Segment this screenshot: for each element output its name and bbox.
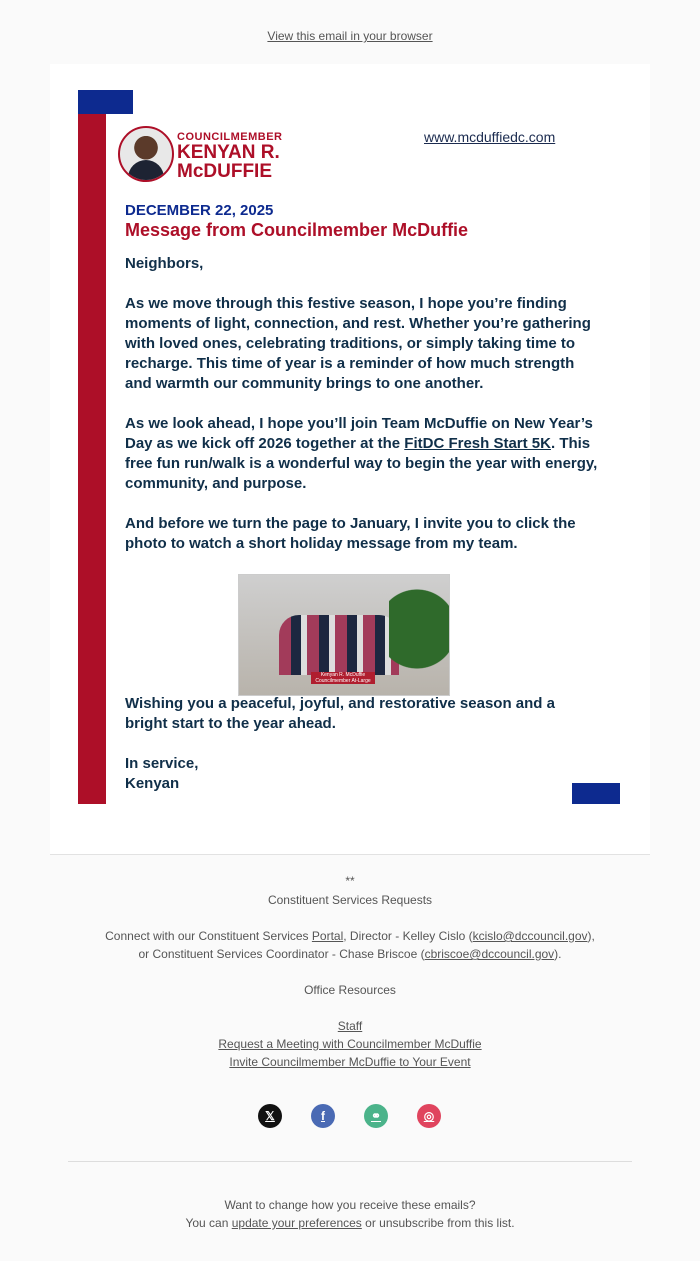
link-icon[interactable]: ⚭ (364, 1104, 388, 1128)
paragraph-2 (125, 414, 600, 494)
fitdc-link[interactable]: FitDC Fresh Start 5K (404, 435, 551, 452)
prefs-text-b: or unsubscribe from this list. (361, 1216, 515, 1230)
logo-name-line2: McDUFFIE (177, 161, 272, 182)
paragraph-4: Wishing you a peaceful, joyful, and restorative season and a bright start to the year ahead. (125, 695, 555, 732)
services-text-d: or Constituent Services Coordinator - Chase Briscoe ( (138, 947, 425, 961)
message-date: DECEMBER 22, 2025 (125, 202, 274, 219)
services-text-c: ), (587, 929, 595, 943)
resources-heading: Office Resources (304, 983, 396, 997)
message-closing (125, 694, 600, 794)
update-preferences-link[interactable]: update your preferences (231, 1216, 362, 1230)
services-text-e: ). (554, 947, 562, 961)
services-heading: Constituent Services Requests (267, 893, 433, 907)
request-meeting-link[interactable]: Request a Meeting with Councilmember McDuffie (218, 1037, 482, 1051)
photo-caption-name: Kenyan R. McDuffie (320, 672, 366, 678)
signature: Kenyan (125, 775, 180, 792)
services-text-b: , Director - Kelley Cislo ( (343, 929, 473, 943)
card-bottom-border (50, 854, 650, 855)
services-text-a: Connect with our Constituent Services (105, 929, 312, 943)
invite-event-link[interactable]: Invite Councilmember McDuffie to Your Event (229, 1055, 471, 1069)
x-icon[interactable]: 𝕏 (258, 1104, 282, 1128)
email-card (50, 64, 650, 854)
closing: In service, (125, 755, 199, 772)
message-title: Message from Councilmember McDuffie (125, 220, 469, 240)
view-in-browser-link[interactable]: View this email in your browser (267, 29, 433, 43)
email-kcislo-link[interactable]: kcislo@dccouncil.gov (472, 929, 588, 943)
footer-divider (68, 1161, 632, 1162)
prefs-text-a: You can (185, 1216, 232, 1230)
staff-link[interactable]: Staff (337, 1019, 363, 1033)
tree-decor (389, 585, 450, 695)
greeting: Neighbors, (125, 255, 204, 272)
footer-stars: ** (345, 874, 355, 888)
portal-link[interactable]: Portal (311, 929, 344, 943)
photo-caption-sub: Councilmember At-Large (315, 678, 371, 684)
prefs-line-2 (0, 1214, 700, 1232)
services-line-1 (0, 927, 700, 945)
message-body (125, 254, 600, 574)
holiday-video-thumbnail[interactable] (238, 574, 450, 696)
avatar (118, 126, 174, 182)
logo-name (177, 143, 280, 181)
resources-links (0, 1017, 700, 1071)
prefs-line-1: Want to change how you receive these emails? (224, 1198, 476, 1212)
website-link[interactable]: www.mcduffiedc.com (424, 129, 556, 145)
facebook-icon[interactable]: f (311, 1104, 335, 1128)
paragraph-2-text-b: . This free fun run/walk is a wonderful way to begin the year with energy, community, and purpose. (125, 435, 598, 492)
browser-view-bar (0, 29, 700, 43)
logo-title: COUNCILMEMBER (177, 131, 283, 143)
team-photo (279, 615, 399, 675)
sign-off (125, 754, 600, 794)
instagram-icon[interactable]: ◎ (417, 1104, 441, 1128)
decor-red-bar (78, 114, 106, 804)
email-cbriscoe-link[interactable]: cbriscoe@dccouncil.gov (424, 947, 555, 961)
logo-name-line1: KENYAN R. (177, 142, 280, 163)
photo-caption (311, 672, 375, 684)
paragraph-3: And before we turn the page to January, I invite you to click the photo to watch a short holiday message from my team. (125, 515, 576, 552)
paragraph-2-text-a: As we look ahead, I hope you’ll join Team McDuffie on New Year’s Day as we kick off 2026 together at the (125, 415, 593, 452)
paragraph-1: As we move through this festive season, I hope you’re finding moments of light, connection, and rest. Whether you’re gathering with loved ones, celebrating traditions, or simply taking time to recharge. This time of year is a reminder of how much strength and warmth our community brings to one another. (125, 295, 591, 392)
services-line-2 (0, 945, 700, 963)
decor-blue-top (78, 90, 133, 114)
